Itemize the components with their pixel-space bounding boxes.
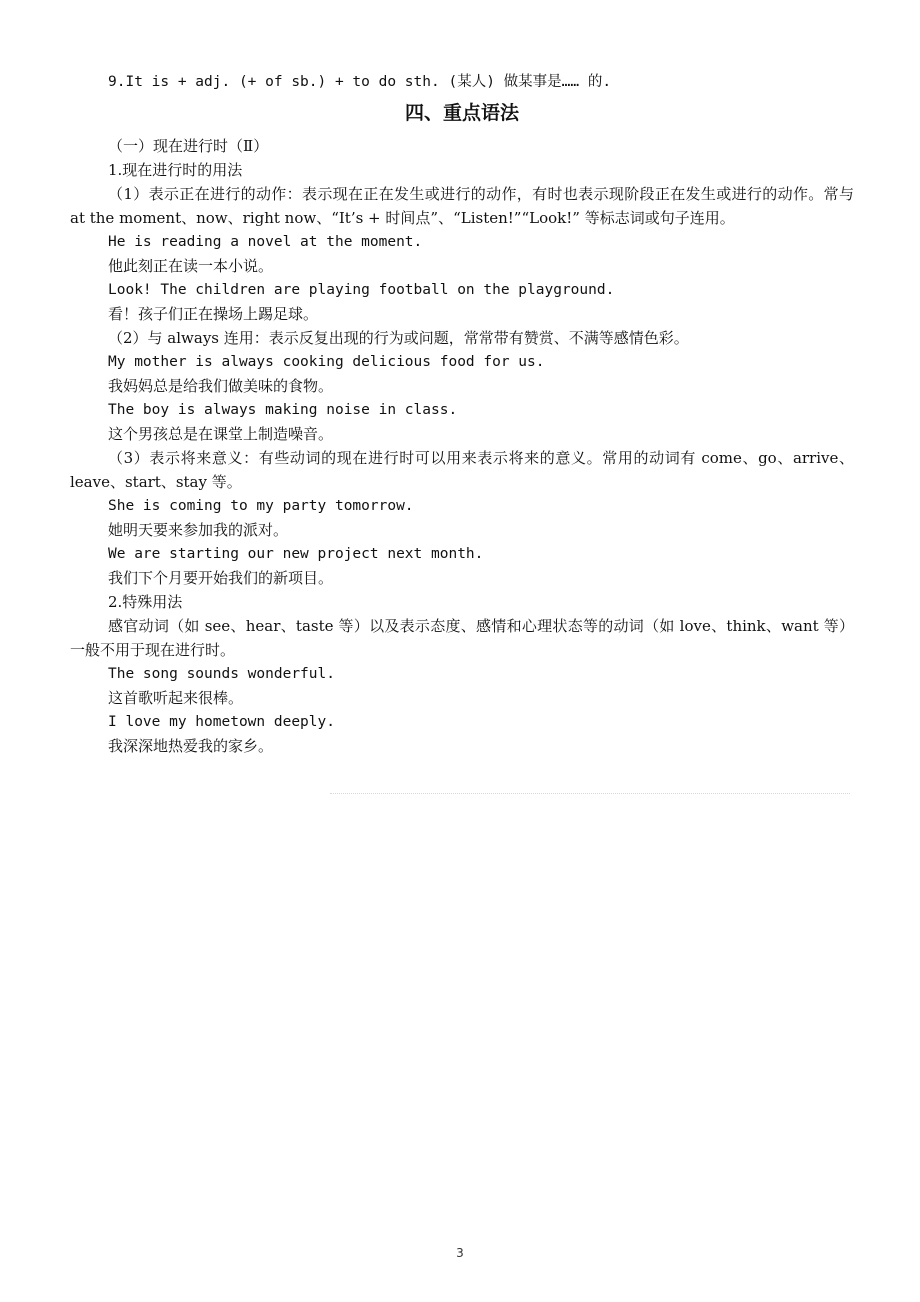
example-3-zh: 我妈妈总是给我们做美味的食物。: [108, 377, 334, 395]
example-2-en: Look! The children are playing football on the playground.: [108, 282, 615, 298]
point-1-2-paragraph: （2）与 always 连用：表示反复出现的行为或问题，常常带有赞赏、不满等感情色彩。: [108, 329, 689, 347]
example-8-zh: 我深深地热爱我的家乡。: [108, 737, 274, 755]
section-heading: 四、重点语法: [404, 102, 519, 124]
example-5-zh: 她明天要来参加我的派对。: [108, 521, 289, 539]
example-6-en: We are starting our new project next month.: [108, 546, 484, 562]
point-2-title: 2.特殊用法: [108, 593, 183, 611]
point-1-3-paragraph: （3）表示将来意义：有些动词的现在进行时可以用来表示将来的意义。常用的动词有 come、go、arrive、leave、start、stay 等。: [70, 449, 854, 491]
example-4-en: The boy is always making noise in class.: [108, 402, 458, 418]
example-4-zh: 这个男孩总是在课堂上制造噪音。: [108, 425, 334, 443]
point-2-paragraph: 感官动词（如 see、hear、taste 等）以及表示态度、感情和心理状态等的动词（如 love、think、want 等）一般不用于现在进行时。: [70, 617, 854, 659]
vocab-line-9: 9.It is + adj. (+ of sb.) + to do sth. (某人) 做某事是…… 的.: [108, 74, 612, 90]
sub-heading: （一）现在进行时（Ⅱ）: [108, 137, 269, 155]
example-2-zh: 看！孩子们正在操场上踢足球。: [108, 305, 319, 323]
dotted-divider: [330, 793, 850, 794]
example-7-zh: 这首歌听起来很棒。: [108, 689, 244, 707]
example-7-en: The song sounds wonderful.: [108, 666, 335, 682]
example-8-en: I love my hometown deeply.: [108, 714, 335, 730]
point-1-title: 1.现在进行时的用法: [108, 161, 243, 179]
document-content: [70, 70, 854, 758]
example-1-en: He is reading a novel at the moment.: [108, 234, 423, 250]
page-number: 3: [456, 1246, 464, 1260]
example-1-zh: 他此刻正在读一本小说。: [108, 257, 274, 275]
example-6-zh: 我们下个月要开始我们的新项目。: [108, 569, 334, 587]
example-5-en: She is coming to my party tomorrow.: [108, 498, 414, 514]
point-1-1-paragraph: （1）表示正在进行的动作：表示现在正在发生或进行的动作，有时也表示现阶段正在发生或进行的动作。常与 at the moment、now、right now、“It’s + 时间点”、“Listen!”“Look!” 等标志词或句子连用。: [70, 185, 854, 227]
example-3-en: My mother is always cooking delicious food for us.: [108, 354, 545, 370]
